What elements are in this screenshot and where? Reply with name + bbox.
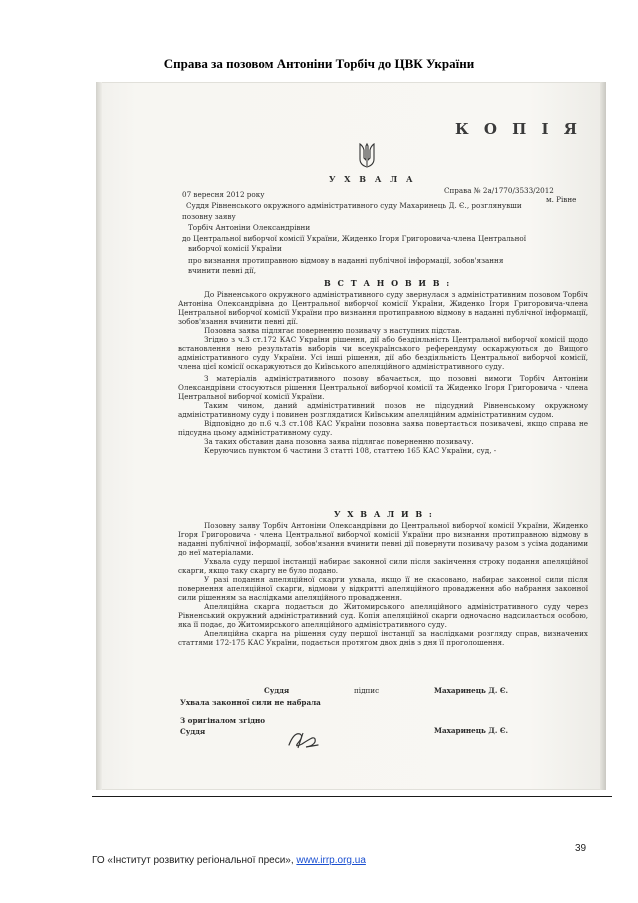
defendant-line-1: до Центральної виборчої комісії України, Жиденко Ігоря Григоровича-члена Центральної [182,234,527,243]
ruled-paragraph: Позовну заяву Торбіч Антоніни Олександрівни до Центральної виборчої комісії України, Жиденко Ігоря Григоровича - члена Центральної виборчої комісії України про визнання протиправною відмову в наданні публічної інформації, зобов'язання вчинити певні дії повернути позивачу разом з усіма доданими до неї матеріалами. [178,521,588,557]
not-in-force-note: Ухвала законної сили не набрала [180,698,321,707]
footer-divider [92,796,612,797]
scan-right-edge [600,82,606,790]
established-paragraph: За таких обставин дана позовна заява підлягає поверненню позивачу. [204,437,474,446]
city: м. Рівне [546,195,577,204]
trident-emblem-icon [358,142,376,168]
signature-judge-name: Махаринець Д. Є. [434,686,509,695]
established-paragraph: Керуючись пунктом 6 частини 3 статті 108, статтею 165 КАС України, суд, - [204,446,497,455]
copy-stamp: К О П І Я [454,120,582,138]
established-paragraph: Позовна заява підлягає поверненню позивачу з наступних підстав. [204,326,462,335]
judge-line: Суддя Рівненського окружного адміністративного суду Махаринець Д. Є., розглянувши [186,201,522,210]
document-type: У Х В А Л А [329,174,416,184]
certifying-judge-label: Суддя [180,727,206,736]
ruled-body [178,521,588,647]
footer-credit [92,855,366,866]
defendant-line-2: виборчої комісії України [188,244,282,253]
established-body [178,290,588,455]
established-paragraph: До Рівненського окружного адміністративного суду звернулася з адміністративним позовом Торбіч Антоніна Олександрівна до Центральної виборчої комісії України, Жиденко Ігоря Григоровича-члена Центральної виборчої комісії України про визнання протиправною відмову в наданні публічної інформації, зобов'язання вчинити певні дії. [178,290,588,326]
ruled-heading: У Х В А Л И В : [334,509,434,519]
page-header-title: Справа за позовом Антоніни Торбіч до ЦВК України [163,56,475,71]
subject-line-2: вчинити певні дії, [188,266,256,275]
ruled-paragraph: Ухвала суду першої інстанції набирає законної сили після закінчення строку подання апеляційної скарги, якщо таку скаргу не було подано. [178,557,588,575]
ruled-paragraph: Апеляційна скарга подається до Житомирського апеляційного адміністративного суду через Рівненський окружний адміністративний суд. Копія апеляційної скарги одночасно надсилається особою, яка її подає, до Житомирського апеляційного адміністративного суду. [178,602,588,629]
established-paragraph: З матеріалів адміністративного позову вбачається, що позовні вимоги Торбіч Антоніни Олександрівни стосуються рішення Центральної виборчої комісії та Жиденко Ігоря Григоровича - члена Центральної виборчої комісії України. [178,374,588,401]
signature-placeholder-label: підпис [354,686,380,695]
ruled-paragraph: Апеляційна скарга на рішення суду першої інстанції за наслідками розгляду справ, визначених статтями 172-175 КАС України, подається протягом двох днів з дня її проголошення. [178,629,588,647]
signature-judge-label: Суддя [264,686,290,695]
claim-line: позовну заяву [182,212,236,221]
page-number: 39 [575,843,587,854]
original-conformity-note: З оригіналом згідно [180,716,266,725]
subject-line-1: про визнання протиправною відмову в наданні публічної інформації, зобов'язання [188,256,504,265]
established-paragraph: Відповідно до п.6 ч.3 ст.108 КАС України позовна заява повертається позивачеві, якщо справа не підсудна цьому адміністративному суду. [178,419,588,437]
case-number: Справа № 2а/1770/3533/2012 [444,186,554,195]
plaintiff: Торбіч Антоніни Олександрівни [188,223,311,232]
established-heading: В С Т А Н О В И В : [324,278,452,288]
ruled-paragraph: У разі подання апеляційної скарги ухвала, якщо її не скасовано, набирає законної сили після повернення апеляційної скарги, відмови у відкритті апеляційного провадження або набрання законної сили рішенням за наслідками апеляційного провадження. [178,575,588,602]
certifying-judge-name: Махаринець Д. Є. [434,726,509,735]
ruling-date: 07 вересня 2012 року [182,190,265,199]
established-paragraph: Згідно з ч.3 ст.172 КАС України рішення, дії або бездіяльність Центральної виборчої комісії щодо встановлення нею результатів виборів чи всеукраїнського референдуму оскаржуються до Вищого адміністративного суду України. Усі інші рішення, дії або бездіяльність Центральної виборчої комісії, члена цієї комісії оскаржуються до Київського апеляційного адміністративного суду. [178,335,588,371]
scanned-document [96,82,606,790]
established-paragraph: Таким чином, даний адміністративний позов не підсудний Рівненському окружному адміністративному суду і повинен розглядатися Київським апеляційним адміністративним судом. [178,401,588,419]
scan-left-edge [96,82,102,790]
footer-org-text: ГО «Інститут розвитку регіональної преси», [92,855,297,866]
footer-website-link[interactable]: www.irrp.org.ua [296,855,366,866]
handwritten-signature-icon [286,728,320,750]
